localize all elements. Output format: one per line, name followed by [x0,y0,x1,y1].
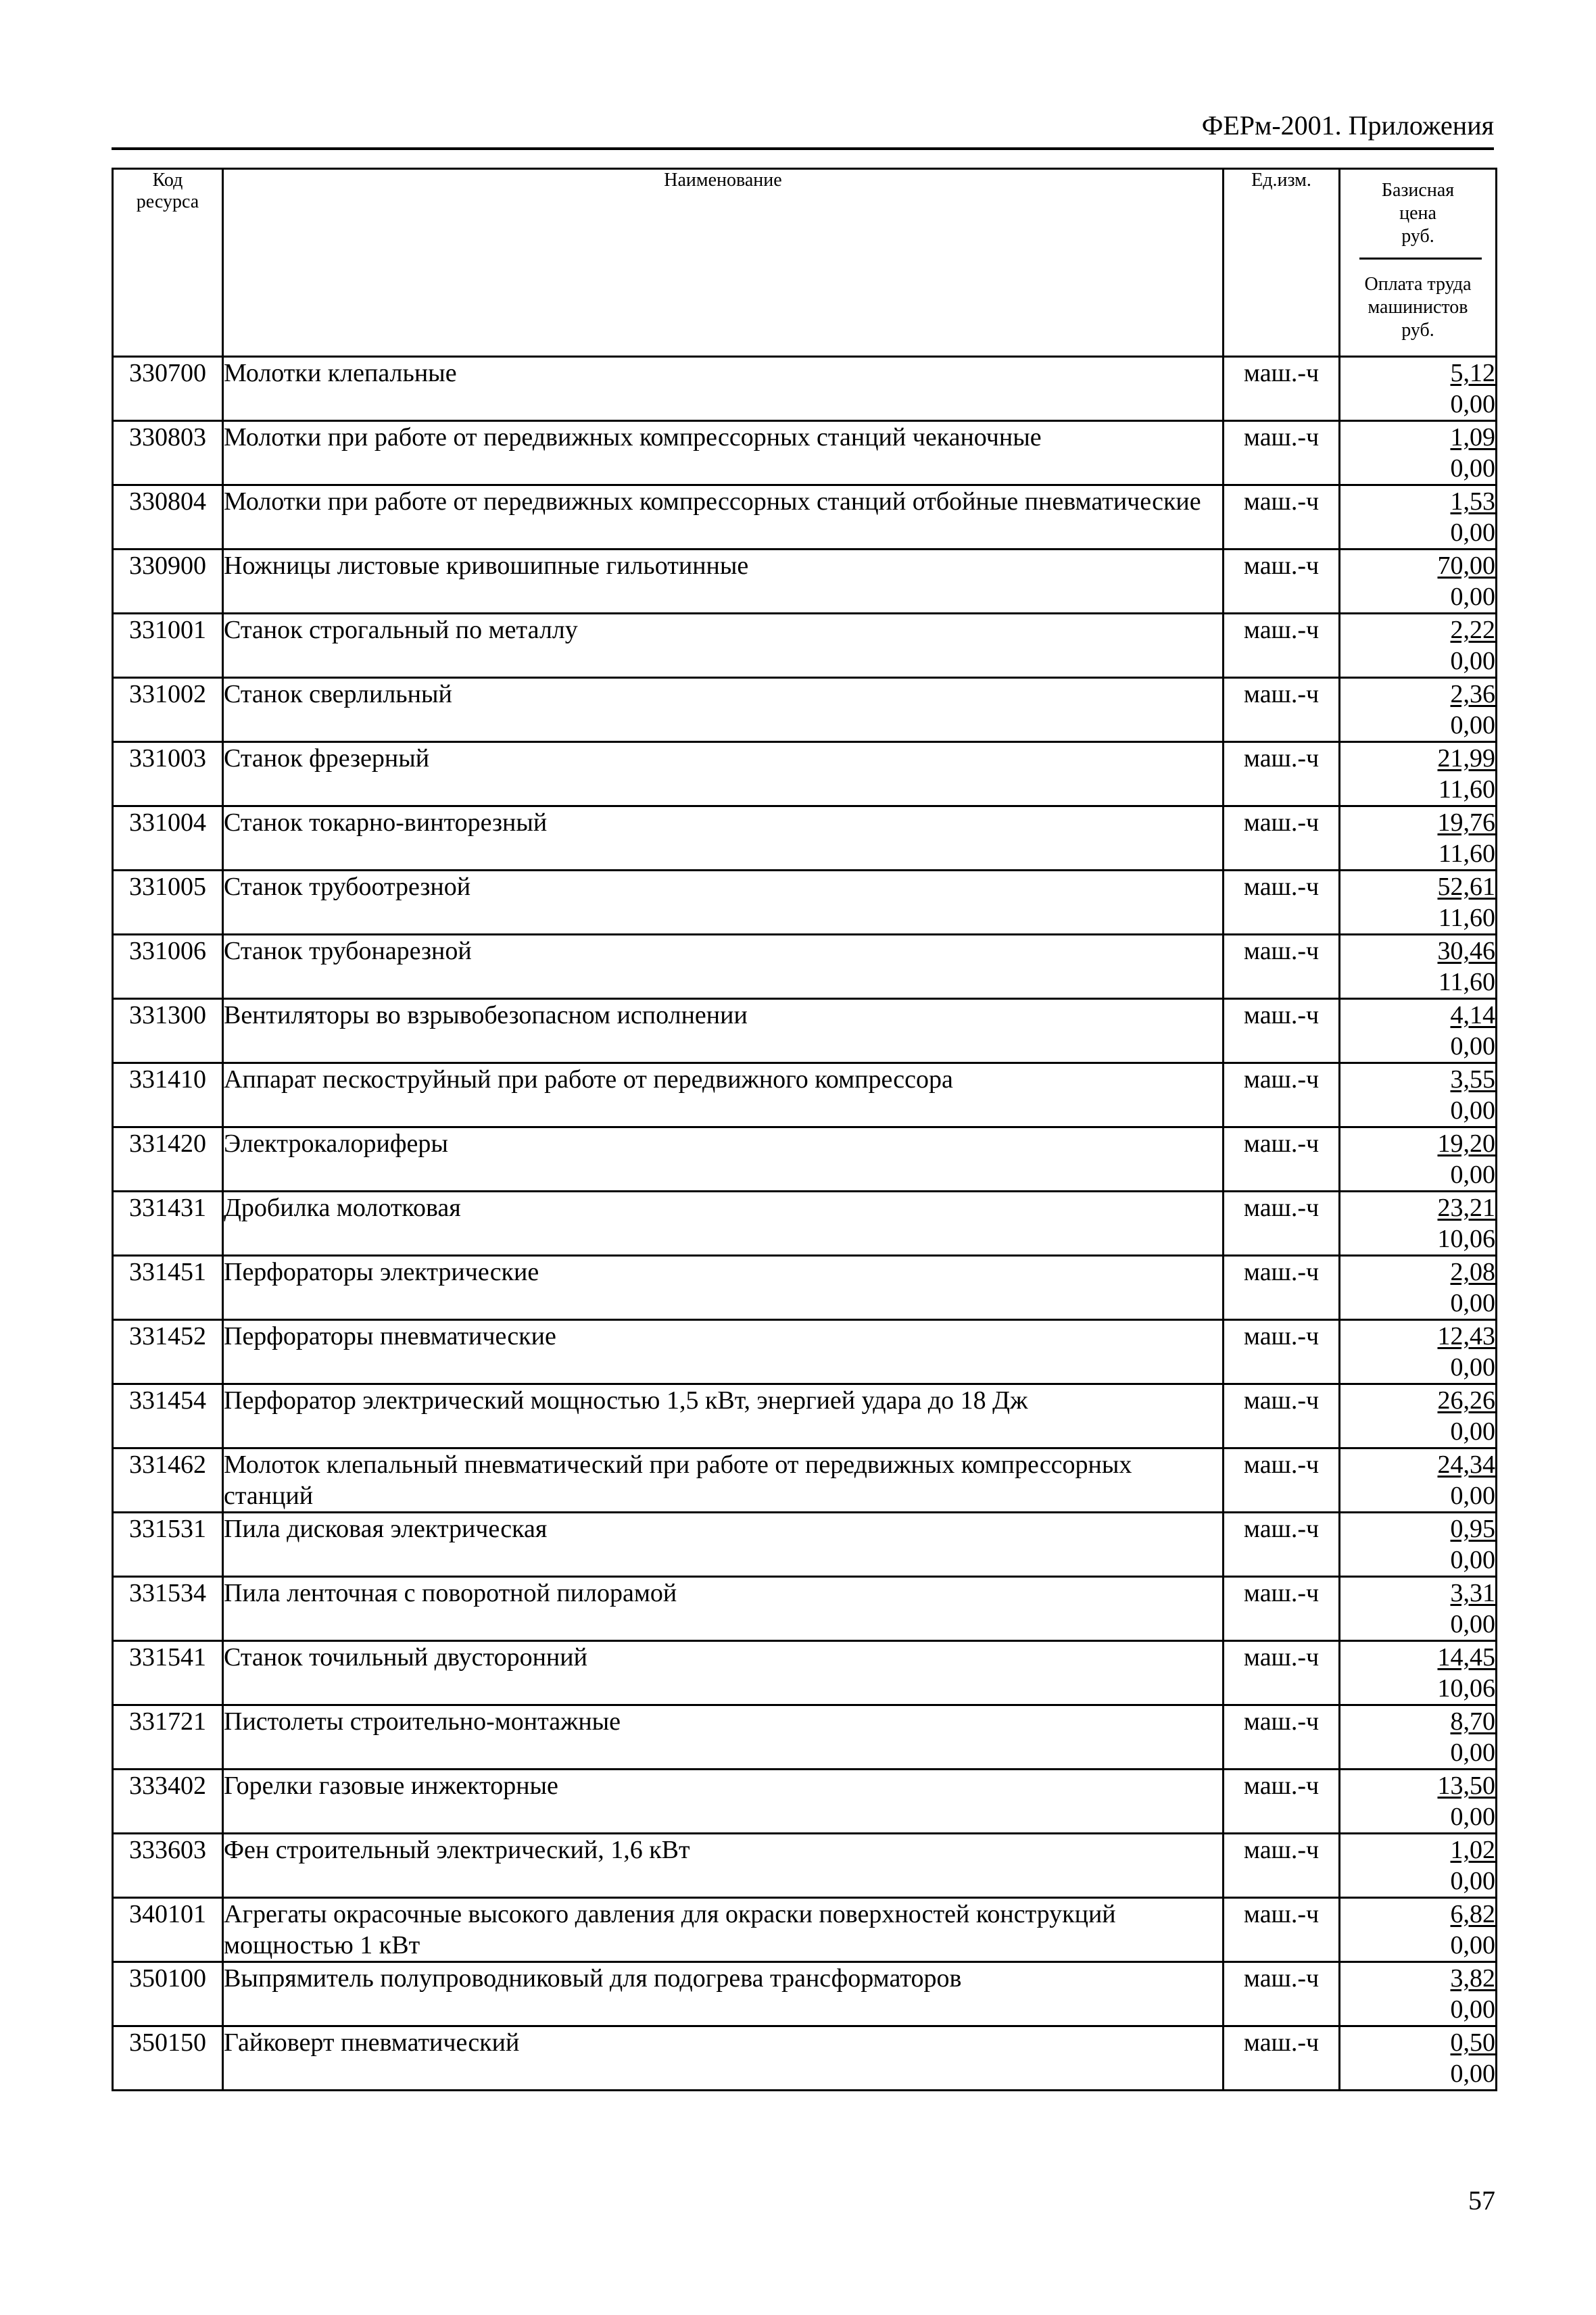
unit-of-measure: маш.-ч [1224,1641,1340,1705]
price-cell [1340,742,1497,806]
resource-code: 350100 [113,1962,223,2026]
resource-code: 331003 [113,742,223,806]
table-row [113,1384,1497,1448]
base-price: 3,31 [1450,1579,1495,1607]
unit-of-measure: маш.-ч [1224,999,1340,1063]
operator-wages: 11,60 [1438,775,1495,804]
unit-of-measure: маш.-ч [1224,1834,1340,1898]
column-header-operator-wages: Оплата труда машинистов руб. [1364,274,1472,341]
resource-code: 331001 [113,614,223,678]
table-row [113,1127,1497,1192]
resource-code: 331462 [113,1448,223,1513]
operator-wages: 0,00 [1450,1096,1495,1125]
resource-code: 330900 [113,550,223,614]
price-cell [1340,806,1497,871]
resource-code: 330700 [113,357,223,421]
resource-name: Ножницы листовые кривошипные гильотинные [223,550,1224,614]
unit-of-measure: маш.-ч [1224,742,1340,806]
table-row [113,1770,1497,1834]
base-price: 70,00 [1437,552,1495,580]
base-price: 19,76 [1437,808,1495,837]
operator-wages: 0,00 [1450,1482,1495,1510]
resource-name: Перфораторы электрические [223,1256,1224,1320]
page-number: 57 [1468,2185,1495,2216]
resource-code: 331531 [113,1513,223,1577]
operator-wages: 0,00 [1450,1032,1495,1061]
table-row [113,421,1497,485]
operator-wages: 10,06 [1437,1225,1495,1253]
operator-wages: 0,00 [1450,1738,1495,1767]
unit-of-measure: маш.-ч [1224,806,1340,871]
document-title: ФЕРм-2001. Приложения [1201,110,1494,141]
resource-name: Агрегаты окрасочные высокого давления для окраски поверхностей конструкций мощностью 1 кВт [223,1898,1224,1962]
base-price: 12,43 [1437,1322,1495,1350]
price-cell [1340,1641,1497,1705]
operator-wages: 11,60 [1438,839,1495,868]
base-price: 0,95 [1450,1515,1495,1543]
resource-code: 331454 [113,1384,223,1448]
table-row [113,1320,1497,1384]
base-price: 1,09 [1450,423,1495,452]
operator-wages: 0,00 [1450,647,1495,675]
unit-of-measure: маш.-ч [1224,1256,1340,1320]
unit-of-measure: маш.-ч [1224,1962,1340,2026]
operator-wages: 0,00 [1450,518,1495,547]
base-price: 24,34 [1437,1451,1495,1479]
price-cell [1340,1770,1497,1834]
table-row [113,1513,1497,1577]
operator-wages: 0,00 [1450,711,1495,739]
unit-of-measure: маш.-ч [1224,421,1340,485]
operator-wages: 11,60 [1438,968,1495,996]
price-cell [1340,1320,1497,1384]
unit-of-measure: маш.-ч [1224,2026,1340,2091]
resource-code: 331006 [113,935,223,999]
resource-name: Пистолеты строительно-монтажные [223,1705,1224,1770]
resource-code: 331451 [113,1256,223,1320]
base-price: 0,50 [1450,2028,1495,2057]
base-price: 14,45 [1437,1643,1495,1672]
resource-name: Станок токарно-винторезный [223,806,1224,871]
operator-wages: 0,00 [1450,1353,1495,1382]
base-price: 21,99 [1437,744,1495,773]
price-cell [1340,1384,1497,1448]
price-cell [1340,1256,1497,1320]
base-price: 1,02 [1450,1836,1495,1864]
operator-wages: 0,00 [1450,454,1495,483]
resource-name: Фен строительный электрический, 1,6 кВт [223,1834,1224,1898]
unit-of-measure: маш.-ч [1224,1320,1340,1384]
table-row [113,999,1497,1063]
table-row [113,1063,1497,1127]
operator-wages: 0,00 [1450,1417,1495,1446]
base-price: 26,26 [1437,1386,1495,1415]
table-row [113,2026,1497,2091]
resource-name: Станок фрезерный [223,742,1224,806]
base-price: 3,55 [1450,1065,1495,1094]
column-header-unit: Ед.изм. [1224,169,1340,357]
resource-name: Пила ленточная с поворотной пилорамой [223,1577,1224,1641]
base-price: 3,82 [1450,1964,1495,1993]
column-header-name: Наименование [223,169,1224,357]
resource-code: 331452 [113,1320,223,1384]
price-cell [1340,999,1497,1063]
table-row [113,1192,1497,1256]
table-row [113,1834,1497,1898]
running-header [112,109,1494,150]
price-cell [1340,678,1497,742]
unit-of-measure: маш.-ч [1224,1448,1340,1513]
table-row [113,1641,1497,1705]
operator-wages: 0,00 [1450,1995,1495,2024]
resource-code: 331410 [113,1063,223,1127]
resource-code: 330803 [113,421,223,485]
base-price: 6,82 [1450,1900,1495,1928]
resource-name: Выпрямитель полупроводниковый для подогрева трансформаторов [223,1962,1224,2026]
resource-code: 333603 [113,1834,223,1898]
price-cell [1340,485,1497,550]
resource-code: 333402 [113,1770,223,1834]
price-cell [1340,1448,1497,1513]
price-cell [1340,1962,1497,2026]
unit-of-measure: маш.-ч [1224,1705,1340,1770]
unit-of-measure: маш.-ч [1224,485,1340,550]
resource-code: 331431 [113,1192,223,1256]
resource-code: 331005 [113,871,223,935]
resource-name: Вентиляторы во взрывобезопасном исполнении [223,999,1224,1063]
resource-name: Станок трубонарезной [223,935,1224,999]
base-price: 2,36 [1450,680,1495,708]
operator-wages: 0,00 [1450,2060,1495,2088]
table-row [113,1577,1497,1641]
price-cell [1340,1577,1497,1641]
table-row [113,742,1497,806]
operator-wages: 0,00 [1450,1546,1495,1574]
table-row [113,871,1497,935]
base-price: 19,20 [1437,1129,1495,1158]
base-price: 2,08 [1450,1258,1495,1286]
price-cell [1340,2026,1497,2091]
operator-wages: 0,00 [1450,1289,1495,1317]
table-row [113,1256,1497,1320]
price-cell [1340,1127,1497,1192]
table-row [113,1898,1497,1962]
table-row [113,678,1497,742]
operator-wages: 0,00 [1450,390,1495,418]
unit-of-measure: маш.-ч [1224,1127,1340,1192]
price-cell [1340,357,1497,421]
operator-wages: 0,00 [1450,583,1495,611]
base-price: 2,22 [1450,616,1495,644]
resource-code: 331420 [113,1127,223,1192]
resource-name: Станок трубоотрезной [223,871,1224,935]
resource-name: Молоток клепальный пневматический при работе от передвижных компрессорных станций [223,1448,1224,1513]
operator-wages: 0,00 [1450,1610,1495,1638]
resource-name: Горелки газовые инжекторные [223,1770,1224,1834]
base-price: 52,61 [1437,873,1495,901]
resource-name: Аппарат пескоструйный при работе от передвижного компрессора [223,1063,1224,1127]
base-price: 13,50 [1437,1772,1495,1800]
resource-name: Перфораторы пневматические [223,1320,1224,1384]
resource-code: 330804 [113,485,223,550]
resource-name: Электрокалориферы [223,1127,1224,1192]
price-cell [1340,1192,1497,1256]
price-cell [1340,1063,1497,1127]
table-row [113,550,1497,614]
price-cell [1340,1513,1497,1577]
resource-name: Пила дисковая электрическая [223,1513,1224,1577]
price-cell [1340,1834,1497,1898]
resource-code: 331004 [113,806,223,871]
operator-wages: 0,00 [1450,1161,1495,1189]
base-price: 8,70 [1450,1707,1495,1736]
resource-name: Дробилка молотковая [223,1192,1224,1256]
resource-name: Гайковерт пневматический [223,2026,1224,2091]
operator-wages: 0,00 [1450,1867,1495,1895]
unit-of-measure: маш.-ч [1224,1513,1340,1577]
price-cell [1340,935,1497,999]
table-header-row [113,169,1497,357]
resource-code: 331300 [113,999,223,1063]
unit-of-measure: маш.-ч [1224,550,1340,614]
unit-of-measure: маш.-ч [1224,1063,1340,1127]
resource-code: 331002 [113,678,223,742]
base-price: 30,46 [1437,937,1495,965]
column-header-price [1340,169,1497,357]
unit-of-measure: маш.-ч [1224,1192,1340,1256]
resource-name: Молотки при работе от передвижных компрессорных станций чеканочные [223,421,1224,485]
price-cell [1340,614,1497,678]
resource-name: Станок точильный двусторонний [223,1641,1224,1705]
unit-of-measure: маш.-ч [1224,614,1340,678]
base-price: 5,12 [1450,359,1495,387]
resource-name: Станок строгальный по металлу [223,614,1224,678]
table-row [113,1448,1497,1513]
resource-code: 350150 [113,2026,223,2091]
unit-of-measure: маш.-ч [1224,1898,1340,1962]
operator-wages: 10,06 [1437,1674,1495,1703]
table-row [113,614,1497,678]
resource-code: 331534 [113,1577,223,1641]
unit-of-measure: маш.-ч [1224,871,1340,935]
unit-of-measure: маш.-ч [1224,935,1340,999]
unit-of-measure: маш.-ч [1224,678,1340,742]
table-row [113,806,1497,871]
unit-of-measure: маш.-ч [1224,1384,1340,1448]
price-cell [1340,421,1497,485]
unit-of-measure: маш.-ч [1224,1770,1340,1834]
resource-name: Молотки клепальные [223,357,1224,421]
resource-code: 340101 [113,1898,223,1962]
table-row [113,935,1497,999]
resource-price-table [112,168,1497,2091]
table-row [113,1705,1497,1770]
resource-name: Перфоратор электрический мощностью 1,5 кВт, энергией удара до 18 Дж [223,1384,1224,1448]
base-price: 23,21 [1437,1194,1495,1222]
operator-wages: 11,60 [1438,904,1495,932]
resource-name: Молотки при работе от передвижных компрессорных станций отбойные пневматические [223,485,1224,550]
column-header-base-price: Базисная цена руб. [1381,180,1455,247]
price-cell [1340,1898,1497,1962]
resource-name: Станок сверлильный [223,678,1224,742]
base-price: 4,14 [1450,1001,1495,1029]
price-cell [1340,871,1497,935]
column-header-code: Код ресурса [113,169,223,357]
resource-code: 331541 [113,1641,223,1705]
table-body [113,357,1497,2091]
table-row [113,485,1497,550]
operator-wages: 0,00 [1450,1803,1495,1831]
unit-of-measure: маш.-ч [1224,357,1340,421]
unit-of-measure: маш.-ч [1224,1577,1340,1641]
base-price: 1,53 [1450,487,1495,516]
operator-wages: 0,00 [1450,1931,1495,1959]
table-row [113,1962,1497,2026]
price-cell [1340,1705,1497,1770]
price-cell [1340,550,1497,614]
resource-code: 331721 [113,1705,223,1770]
table-row [113,357,1497,421]
